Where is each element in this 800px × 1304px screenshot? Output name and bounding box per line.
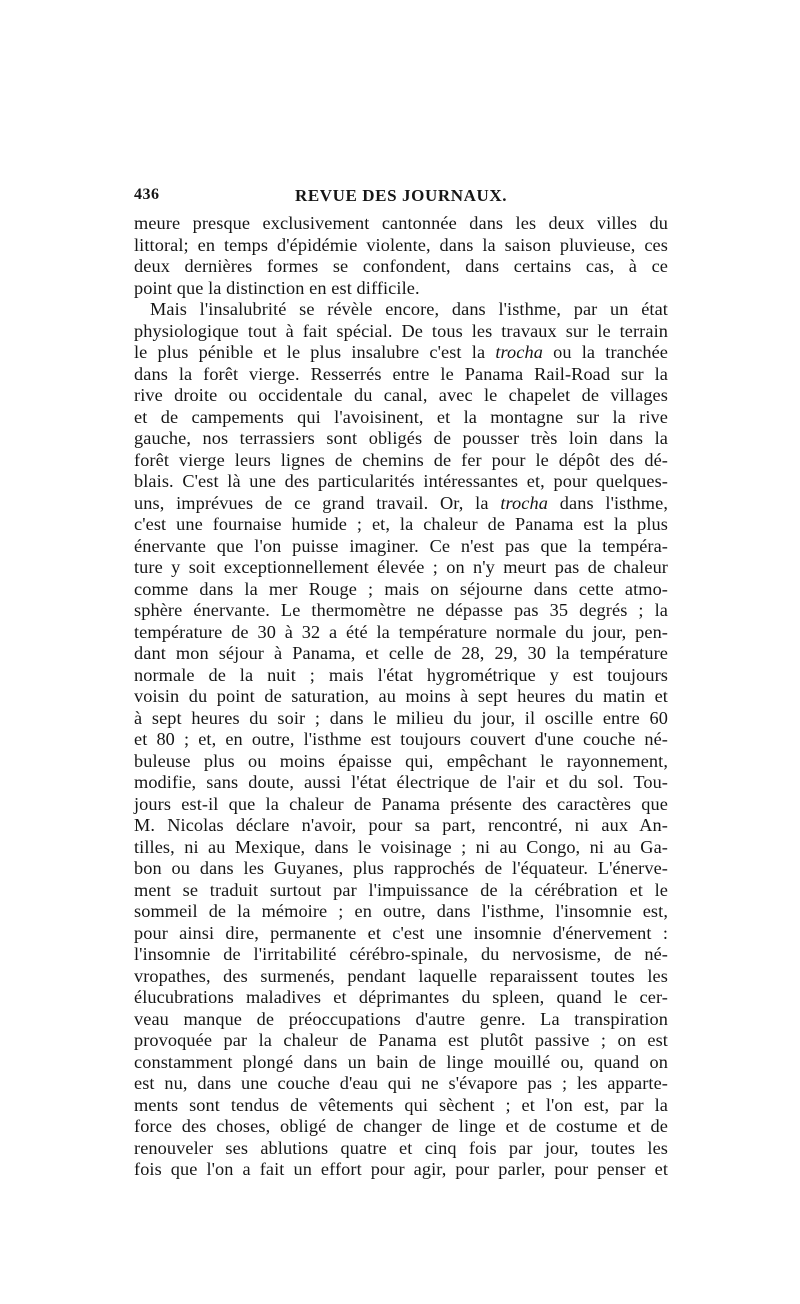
text-line: ments sont tendus de vêtements qui sèchent ; et l'on est, par la xyxy=(134,1094,668,1115)
text-line: et 80 ; et, en outre, l'isthme est toujours couvert d'une couche né- xyxy=(134,729,668,749)
text-line: tilles, ni au Mexique, dans le voisinage ; ni au Congo, ni au Ga- xyxy=(134,836,668,857)
text-line: constamment plongé dans un bain de linge mouillé ou, quand on xyxy=(134,1051,668,1072)
text-line: sommeil de la mémoire ; en outre, dans l'isthme, l'insomnie est, xyxy=(134,901,668,921)
text-line: et de campements qui l'avoisinent, et la montagne sur la rive xyxy=(134,406,668,427)
text-line: l'insomnie de l'irritabilité cérébro-spinale, du nervosisme, de né- xyxy=(134,944,668,964)
text-line: ment se traduit surtout par l'impuissance de la cérébration et le xyxy=(134,879,668,900)
text-line: forêt vierge leurs lignes de chemins de fer pour le dépôt des dé- xyxy=(134,449,668,470)
italic-term: trocha xyxy=(495,342,543,362)
text-line: ture y soit exceptionnellement élevée ; on n'y meurt pas de chaleur xyxy=(134,557,668,577)
text-line: dans la forêt vierge. Resserrés entre le Panama Rail-Road sur la xyxy=(134,363,668,384)
text-line: vropathes, des surmenés, pendant laquelle reparaissent toutes les xyxy=(134,965,668,986)
text-line: énervante que l'on puisse imaginer. Ce n'est pas que la tempéra- xyxy=(134,535,668,556)
text-line: est nu, dans une couche d'eau qui ne s'évapore pas ; les apparte- xyxy=(134,1073,668,1093)
text-line: physiologique tout à fait spécial. De tous les travaux sur le terrain xyxy=(134,320,668,341)
text-line: sphère énervante. Le thermomètre ne dépasse pas 35 degrés ; la xyxy=(134,600,668,620)
text-line: provoquée par la chaleur de Panama est plutôt passive ; on est xyxy=(134,1030,668,1050)
text-line: c'est une fournaise humide ; et, la chaleur de Panama est la plus xyxy=(134,514,668,534)
text-line: le plus pénible et le plus insalubre c'est la trocha ou la tranchée xyxy=(134,342,668,362)
text-line: Mais l'insalubrité se révèle encore, dans l'isthme, par un état xyxy=(150,299,668,319)
text-line: veau manque de préoccupations d'autre genre. La transpiration xyxy=(134,1008,668,1029)
text-line: élucubrations maladives et déprimantes du spleen, quand le cer- xyxy=(134,987,668,1007)
text-line: point que la distinction en est difficile. xyxy=(134,277,420,298)
text-line: M. Nicolas déclare n'avoir, pour sa part, rencontré, ni aux An- xyxy=(134,815,668,835)
text-line: bon ou dans les Guyanes, plus rapprochés de l'équateur. L'énerve- xyxy=(134,858,668,878)
text-line: normale de la nuit ; mais l'état hygrométrique y est toujours xyxy=(134,664,668,685)
text-line: gauche, nos terrassiers sont obligés de pousser très loin dans la xyxy=(134,428,668,448)
text-line: deux dernières formes se confondent, dans certains cas, à ce xyxy=(134,256,668,276)
text-line: buleuse plus ou moins épaisse qui, empêchant le rayonnement, xyxy=(134,750,668,771)
text-line: renouveler ses ablutions quatre et cinq fois par jour, toutes les xyxy=(134,1137,668,1158)
text-line: comme dans la mer Rouge ; mais on séjourne dans cette atmo- xyxy=(134,578,668,599)
body-text xyxy=(134,213,668,1181)
text-line: jours est-il que la chaleur de Panama présente des caractères que xyxy=(134,793,668,814)
text-line: voisin du point de saturation, au moins à sept heures du matin et xyxy=(134,686,668,706)
text-line: blais. C'est là une des particularités intéressantes et, pour quelques- xyxy=(134,471,668,491)
text-line: dant mon séjour à Panama, et celle de 28, 29, 30 la température xyxy=(134,643,668,663)
page-number: 436 xyxy=(134,186,160,203)
italic-term: trocha xyxy=(500,492,548,513)
text-line: littoral; en temps d'épidémie violente, dans la saison pluvieuse, ces xyxy=(134,234,668,255)
text-line: rive droite ou occidentale du canal, avec le chapelet de villages xyxy=(134,385,668,405)
page-header xyxy=(134,186,668,210)
text-line: uns, imprévues de ce grand travail. Or, la trocha dans l'isthme, xyxy=(134,492,669,513)
text-line: modifie, sans doute, aussi l'état électrique de l'air et du sol. Tou- xyxy=(134,772,668,792)
text-line: force des choses, obligé de changer de linge et de costume et de xyxy=(134,1116,668,1136)
text-line: température de 30 à 32 a été la température normale du jour, pen- xyxy=(134,621,668,642)
text-line: à sept heures du soir ; dans le milieu du jour, il oscille entre 60 xyxy=(134,707,668,728)
text-line: fois que l'on a fait un effort pour agir, pour parler, pour penser et xyxy=(134,1159,668,1179)
running-head: REVUE DES JOURNAUX. xyxy=(294,186,508,205)
text-line: pour ainsi dire, permanente et c'est une insomnie d'énervement : xyxy=(134,922,668,943)
text-line: meure presque exclusivement cantonnée dans les deux villes du xyxy=(134,213,668,233)
